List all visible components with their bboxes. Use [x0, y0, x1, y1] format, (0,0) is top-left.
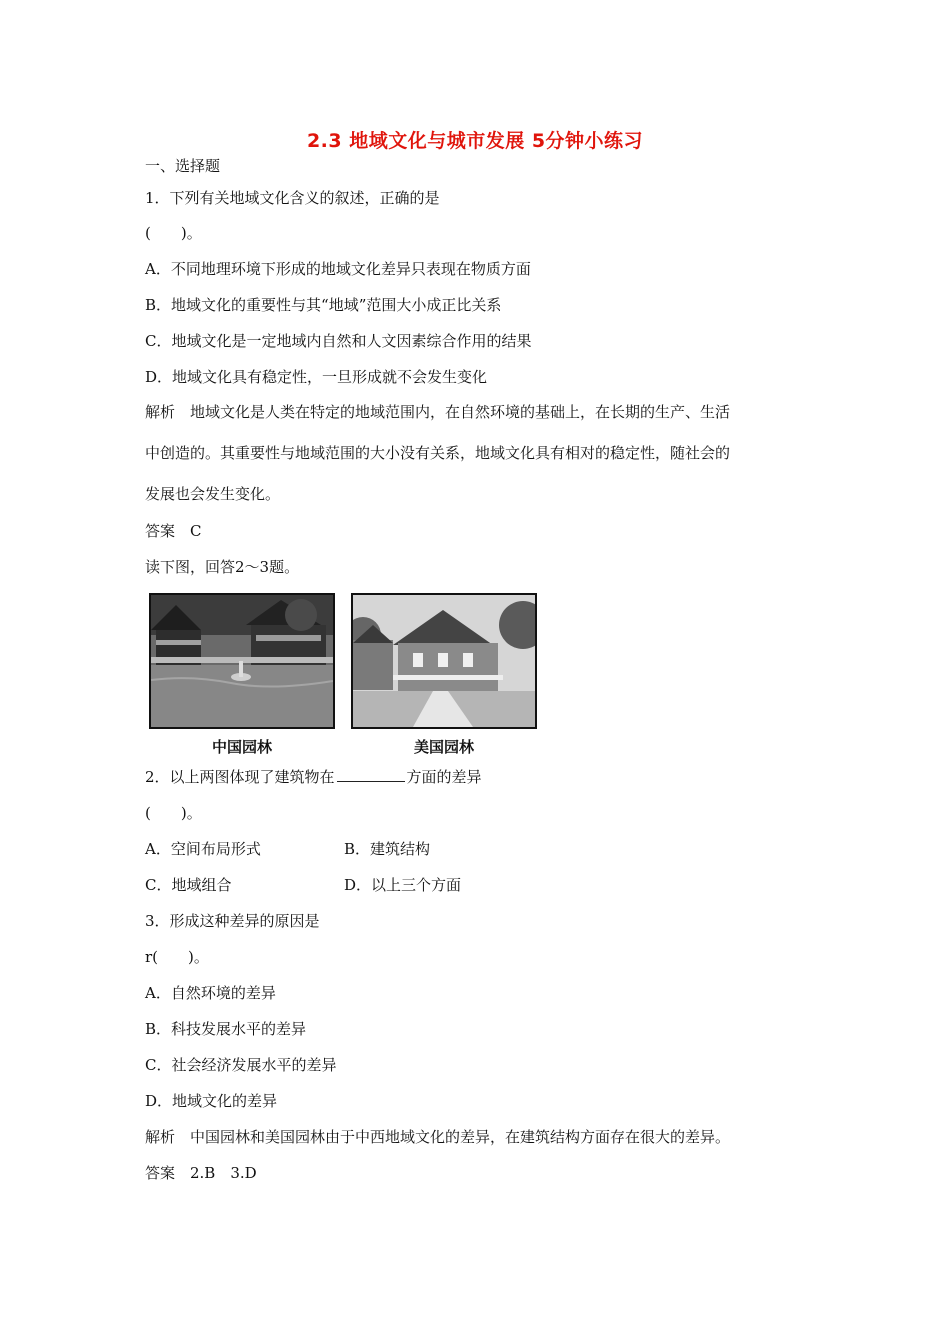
read-prompt: 读下图，回答2～3题。: [145, 558, 300, 576]
q1-analysis-line-2: 中创造的。其重要性与地域范围的大小没有关系，地域文化具有相对的稳定性，随社会的: [145, 444, 731, 462]
american-garden-photo: [351, 593, 537, 729]
q1-answer: 答案 C: [145, 522, 202, 540]
page-title: 2.3 地域文化与城市发展 5分钟小练习: [306, 130, 644, 152]
q3-option-a: A．自然环境的差异: [145, 984, 276, 1002]
q2-options-row-2: [145, 875, 545, 895]
q1-stem: 1．下列有关地域文化含义的叙述，正确的是: [145, 189, 440, 207]
q2-option-c: C．地域组合: [145, 876, 232, 894]
section-heading: 一、选择题: [145, 157, 221, 175]
q1-option-b: B．地域文化的重要性与其“地域”范围大小成正比关系: [145, 296, 502, 314]
chinese-garden-photo: [149, 593, 335, 729]
q1-option-c: C．地域文化是一定地域内自然和人文因素综合作用的结果: [145, 332, 532, 350]
q2-option-a: A．空间布局形式: [145, 840, 261, 858]
q1-analysis-line-3: 发展也会发生变化。: [145, 485, 281, 503]
q2-options-row-1: [145, 839, 545, 859]
q3-analysis: 解析 中国园林和美国园林由于中西地域文化的差异，在建筑结构方面存在很大的差异。: [145, 1128, 731, 1146]
answer-blank: [337, 767, 405, 782]
q3-option-c: C．社会经济发展水平的差异: [145, 1056, 337, 1074]
american-house-illustration: [353, 595, 535, 727]
q1-option-a: A．不同地理环境下形成的地域文化差异只表现在物质方面: [145, 260, 531, 278]
q2-option-b: B．建筑结构: [344, 840, 431, 858]
q3-option-d: D．地域文化的差异: [145, 1092, 278, 1110]
q3-stem: 3．形成这种差异的原因是: [145, 912, 320, 930]
chinese-garden-caption: 中国园林: [211, 738, 272, 756]
q3-answer: 答案 2.B 3.D: [145, 1164, 257, 1182]
q1-analysis-line-1: 解析 地域文化是人类在特定的地域范围内，在自然环境的基础上，在长期的生产、生活: [145, 403, 731, 421]
q2-stem-before: 2．以上两图体现了建筑物在: [145, 768, 335, 786]
chinese-garden-illustration: [151, 595, 333, 727]
q1-option-d: D．地域文化具有稳定性，一旦形成就不会发生变化: [145, 368, 488, 386]
american-garden-caption: 美国园林: [413, 738, 474, 756]
q2-paren: ( )。: [145, 804, 202, 822]
q2-stem: [145, 767, 482, 787]
q3-paren: r( )。: [145, 948, 209, 966]
q2-option-d: D．以上三个方面: [344, 876, 462, 894]
q3-option-b: B．科技发展水平的差异: [145, 1020, 307, 1038]
q2-stem-after: 方面的差异: [406, 768, 482, 786]
q1-paren: ( )。: [145, 224, 202, 242]
